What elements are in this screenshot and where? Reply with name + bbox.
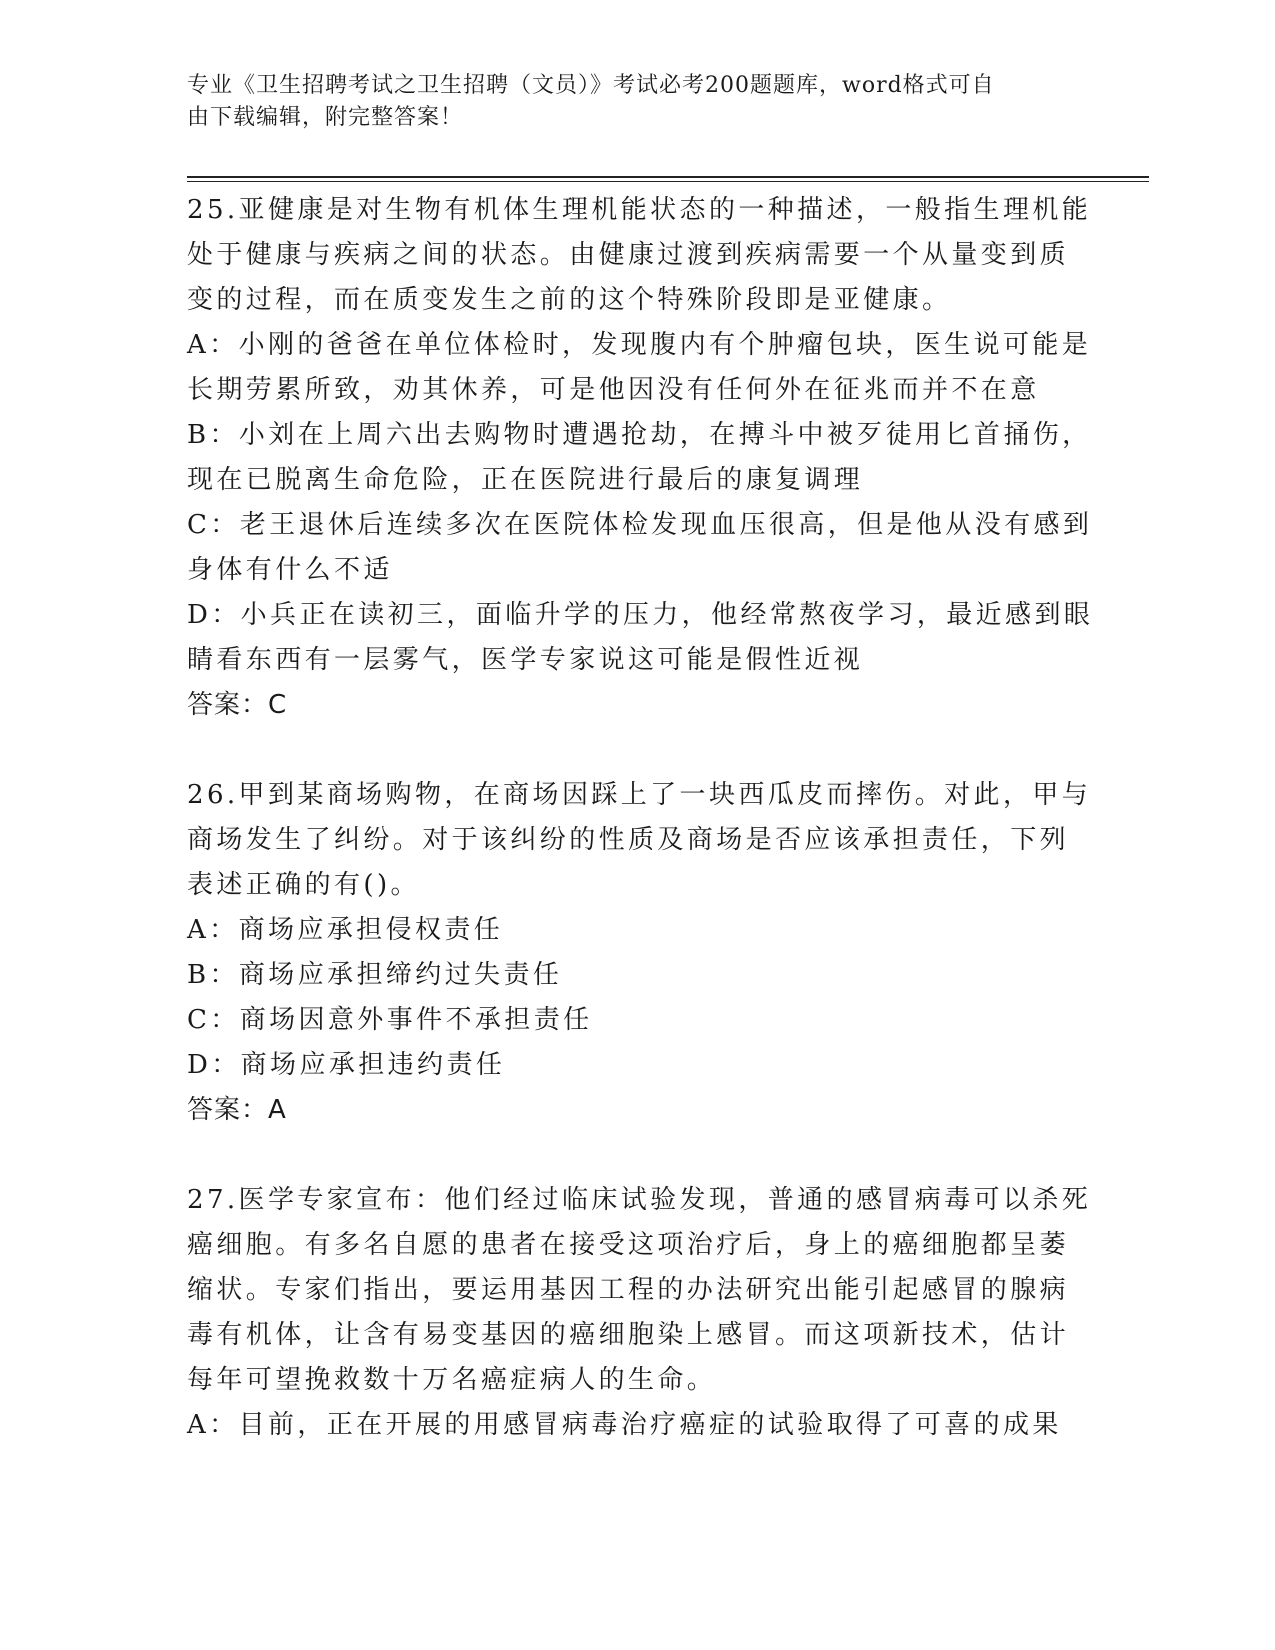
question-stem-line: 25.亚健康是对生物有机体生理机能状态的一种描述，一般指生理机能 xyxy=(187,195,1092,225)
option-d: D：小兵正在读初三，面临升学的压力，他经常熬夜学习，最近感到眼 xyxy=(187,600,1094,630)
question-stem-line: 变的过程，而在质变发生之前的这个特殊阶段即是亚健康。 xyxy=(187,285,952,315)
question-list xyxy=(187,188,1094,1493)
option-c-continued: 身体有什么不适 xyxy=(187,555,393,585)
question-stem-line: 表述正确的有()。 xyxy=(187,870,420,900)
question-26 xyxy=(187,773,1092,1133)
question-stem-line: 癌细胞。有多名自愿的患者在接受这项治疗后，身上的癌细胞都呈萎 xyxy=(187,1230,1070,1260)
header-line-2: 由下载编辑，附完整答案！ xyxy=(187,105,464,130)
header-line-1: 专业《卫生招聘考试之卫生招聘（文员）》考试必考200题题库，word格式可自 xyxy=(187,73,995,98)
option-c: C：老王退休后连续多次在医院体检发现血压很高，但是他从没有感到 xyxy=(187,510,1093,540)
question-stem-line: 27.医学专家宣布：他们经过临床试验发现，普通的感冒病毒可以杀死 xyxy=(187,1185,1092,1215)
header-divider-thick xyxy=(187,176,1149,178)
question-stem-line: 26.甲到某商场购物，在商场因踩上了一块西瓜皮而摔伤。对此，甲与 xyxy=(187,780,1092,810)
option-a-continued: 长期劳累所致，劝其休养，可是他因没有任何外在征兆而并不在意 xyxy=(187,375,1040,405)
option-d-continued: 睛看东西有一层雾气，医学专家说这可能是假性近视 xyxy=(187,645,864,675)
option-b: B：商场应承担缔约过失责任 xyxy=(187,960,563,990)
header-divider-thin xyxy=(187,181,1149,182)
option-c: C：商场因意外事件不承担责任 xyxy=(187,1005,593,1035)
question-27 xyxy=(187,1178,1092,1448)
answer-label: 答案：A xyxy=(187,1095,287,1125)
option-a: A：小刚的爸爸在单位体检时，发现腹内有个肿瘤包块，医生说可能是 xyxy=(187,330,1092,360)
option-b: B：小刘在上周六出去购物时遭遇抢劫，在搏斗中被歹徒用匕首捅伤， xyxy=(187,420,1092,450)
question-stem-line: 商场发生了纠纷。对于该纠纷的性质及商场是否应该承担责任，下列 xyxy=(187,825,1070,855)
question-stem-line: 缩状。专家们指出，要运用基因工程的办法研究出能引起感冒的腺病 xyxy=(187,1275,1070,1305)
answer-label: 答案：C xyxy=(187,690,288,720)
option-d: D：商场应承担违约责任 xyxy=(187,1050,506,1080)
document-header xyxy=(187,70,1067,134)
question-stem-line: 毒有机体，让含有易变基因的癌细胞染上感冒。而这项新技术，估计 xyxy=(187,1320,1070,1350)
question-25 xyxy=(187,188,1094,728)
option-a: A：目前，正在开展的用感冒病毒治疗癌症的试验取得了可喜的成果 xyxy=(187,1410,1062,1440)
question-stem-line: 每年可望挽救数十万名癌症病人的生命。 xyxy=(187,1365,717,1395)
question-stem-line: 处于健康与疾病之间的状态。由健康过渡到疾病需要一个从量变到质 xyxy=(187,240,1070,270)
option-b-continued: 现在已脱离生命危险，正在医院进行最后的康复调理 xyxy=(187,465,864,495)
option-a: A：商场应承担侵权责任 xyxy=(187,915,504,945)
